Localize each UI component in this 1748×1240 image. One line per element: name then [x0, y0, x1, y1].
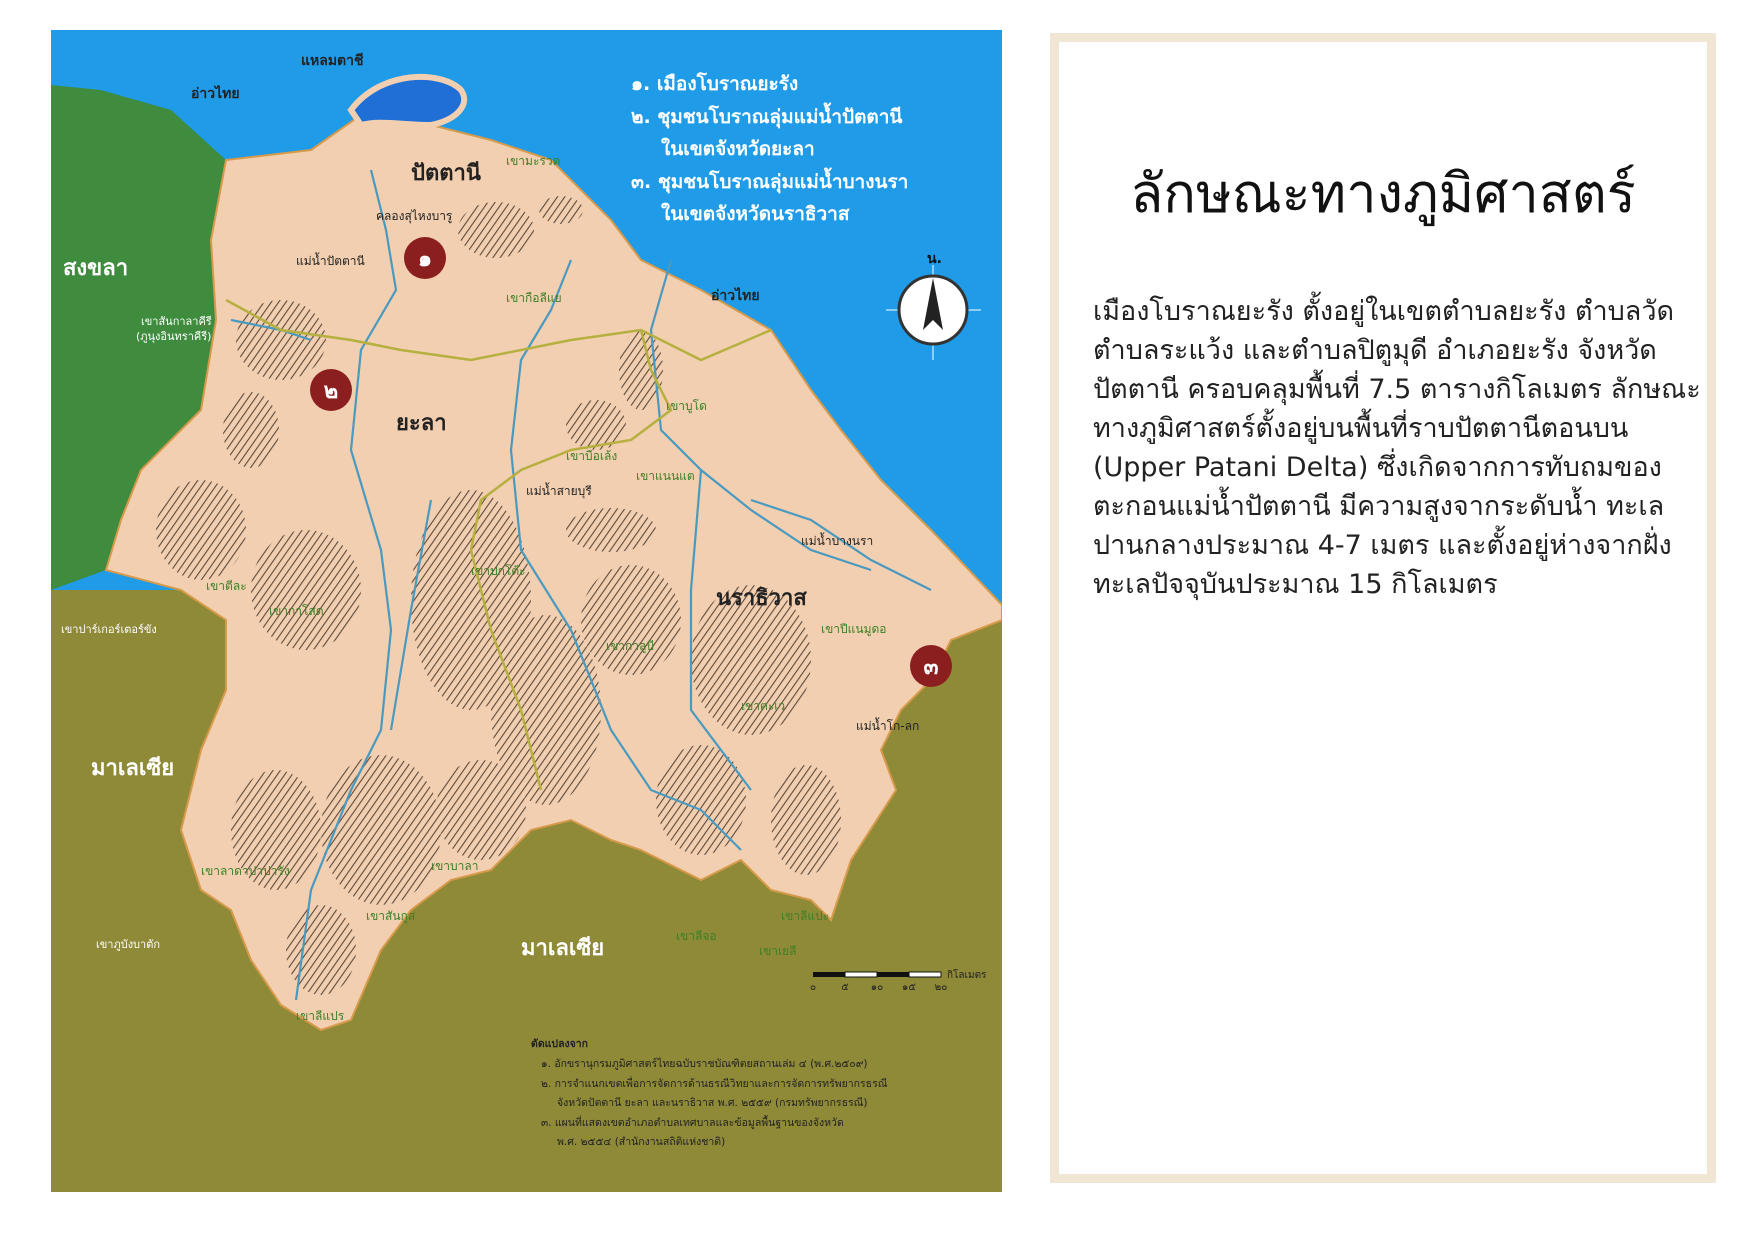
panel-title: ลักษณะทางภูมิศาสตร์	[1130, 162, 1636, 225]
scale-unit: กิโลเมตร	[947, 970, 987, 981]
province-narathiwat: นราธิวาส	[716, 586, 807, 611]
marker-1-label: ๑	[418, 247, 432, 272]
label-khao-sankala: เขาสันกาลาคีรี	[141, 315, 212, 328]
info-panel	[1050, 33, 1716, 1183]
marker-2	[310, 369, 352, 411]
scale-tick-10: ๑๐	[870, 982, 884, 993]
source-line-3b: พ.ศ. ๒๕๕๔ (สำนักงานสถิติแห่งชาติ)	[557, 1136, 726, 1148]
panel-body: เมืองโบราณยะรัง ตั้งอยู่ในเขตตำบลยะรัง ตำบลวัด ตำบลระแว้ง และตำบลปิตูมุดี อำเภอยะรัง จังหวัดปัตตานี ครอบคลุมพื้นที่ 7.5 ตารางกิโลเมตร ลักษณะทางภูมิศาสตร์ตั้งอยู่บนพื้นที่ราบปัตตานีตอนบน (Upper Patani Delta) ซึ่งเกิดจากการทับถมของตะกอนแม่น้ำปัตตานี มีความสูงจากระดับน้ำ ทะเลปานกลางประมาณ 4-7 เมตร และตั้งอยู่ห่างจากฝั่งทะเลปัจจุบันประมาณ 15 กิโลเมตร	[1093, 296, 1701, 600]
label-khao-yeli: เขาเยลี	[759, 944, 797, 958]
scale-tick-5: ๕	[841, 982, 849, 993]
label-khao-budo: เขาบูโด	[666, 399, 707, 413]
map-image	[51, 30, 1002, 1192]
label-khao-kalubi: เขากาลูบี	[606, 639, 655, 653]
label-khao-kala: เขาตีละ	[206, 579, 247, 593]
label-khao-pakto: เขาปกโต๊ะ	[471, 564, 526, 578]
scale-tick-0: ๐	[809, 982, 817, 993]
label-khao-sinkut: เขาสันกูส	[366, 909, 416, 923]
province-yala: ยะลา	[396, 411, 447, 436]
label-khao-parker: เขาปาร์เกอร์เตอร์ขัง	[61, 623, 157, 636]
label-river-bangnara: แม่น้ำบางนรา	[801, 534, 874, 548]
sea-label-2: อ่าวไทย	[711, 288, 760, 304]
label-khao-liparb: เขาลีแปร	[296, 1009, 345, 1023]
label-khao-lada: เขาลาดาปาปารัง	[201, 864, 290, 878]
country-malaysia-west: มาเลเซีย	[91, 756, 175, 781]
label-khao-lipa: เขาลีแปะ	[781, 909, 830, 923]
label-khao-kulong: เขาภูบังบาตัก	[96, 938, 161, 951]
legend-item-3b: ในเขตจังหวัดนราธิวาส	[661, 203, 850, 225]
legend-item-3: ๓. ชุมชนโบราณลุ่มแม่น้ำบางนรา	[631, 171, 909, 193]
province-pattani: ปัตตานี	[411, 161, 481, 186]
label-khao-kolisae: เขากือลีแย	[506, 291, 562, 305]
legend-item-2: ๒. ชุมชนโบราณลุ่มแม่น้ำปัตตานี	[631, 106, 903, 128]
legend-item-2b: ในเขตจังหวัดยะลา	[661, 138, 815, 160]
label-river-kolok: แม่น้ำโก-ลก	[856, 719, 920, 733]
legend-item-1: ๑. เมืองโบราณยะรัง	[631, 73, 799, 95]
label-khao-liju: เขาลีจอ	[676, 929, 717, 943]
north-label: น.	[927, 251, 942, 267]
label-khao-maruad: เขามะรวด	[506, 154, 561, 168]
label-khao-naen: เขาแนนแต	[636, 469, 695, 483]
country-malaysia-south: มาเลเซีย	[521, 936, 605, 961]
marker-1	[404, 237, 446, 279]
source-line-1: ๑. อักขรานุกรมภูมิศาสตร์ไทยฉบับราชบัณฑิตยสถานเล่ม ๔ (พ.ศ.๒๕๐๙)	[541, 1058, 868, 1070]
source-line-2b: จังหวัดปัตตานี ยะลา และนราธิวาส พ.ศ. ๒๕๕๙ (กรมทรัพยากรธรณี)	[557, 1097, 868, 1109]
label-khao-kalod: เขากาโสด	[269, 604, 324, 618]
marker-3-label: ๓	[923, 655, 939, 680]
label-river-pattani: แม่น้ำปัตตานี	[296, 254, 365, 268]
marker-2-label: ๒	[323, 379, 339, 404]
label-khao-bala: เขาบาลา	[431, 859, 479, 873]
label-khao-tapi: เขาปีแนมูดอ	[821, 622, 887, 636]
label-khao-tawee: เขาตะเว	[741, 699, 786, 713]
scale-tick-20: ๒๐	[934, 982, 948, 993]
source-line-2: ๒. การจำแนกเขตเพื่อการจัดการด้านธรณีวิทยาและการจัดการทรัพยากรธรณี	[541, 1078, 888, 1090]
province-songkhla: สงขลา	[63, 256, 129, 281]
label-khlong: คลองสุไหงบารู	[376, 209, 453, 223]
label-khao-bolaeng: เขาบือเล้ง	[566, 449, 618, 463]
label-river-saiburi: แม่น้ำสายบุรี	[526, 484, 592, 498]
source-line-3: ๓. แผนที่แสดงเขตอำเภอตำบลเทศบาลและข้อมูลพื้นฐานของจังหวัด	[541, 1117, 844, 1129]
sea-label-1: อ่าวไทย	[191, 86, 240, 102]
marker-3	[910, 645, 952, 687]
label-khao-sankala-2: (ภูนุงอินทราคีรี)	[136, 330, 212, 343]
cape-label: แหลมตาชี	[301, 53, 364, 69]
scale-tick-15: ๑๕	[902, 982, 916, 993]
source-title: ดัดแปลงจาก	[531, 1038, 589, 1050]
